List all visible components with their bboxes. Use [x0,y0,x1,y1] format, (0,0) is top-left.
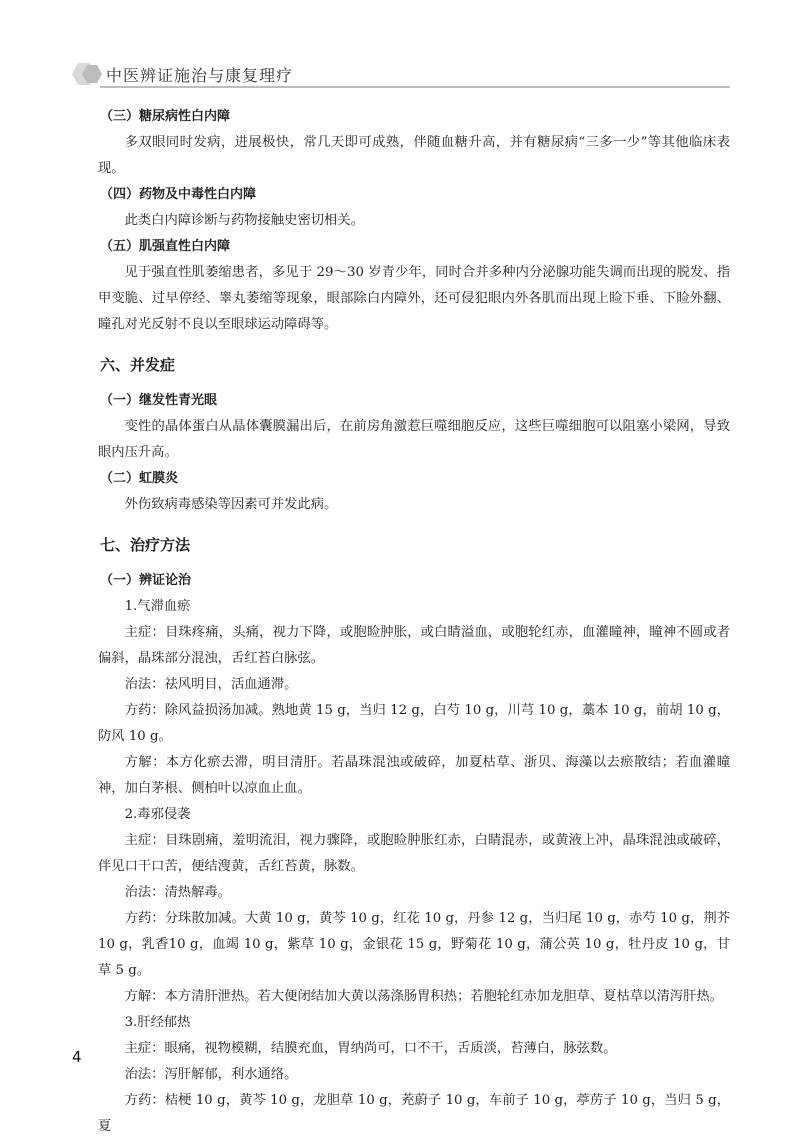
paragraph: 方药：除风益损汤加减。熟地黄 15 g，当归 12 g，白芍 10 g，川芎 10 g，藁本 10 g，前胡 10 g，防风 10 g。 [98,703,730,744]
hexagon-logo-icon [72,62,104,86]
paragraph: 方药：分珠散加减。大黄 10 g，黄芩 10 g，红花 10 g，丹参 12 g，当归尾 10 g，赤芍 10 g，荆芥 10 g，乳香10 g，血竭 10 g，紫草 10 g，金银花 15 g，野菊花 10 g，蒲公英 10 g，牡丹皮 10 g，甘草 5 g。 [98,911,730,978]
paragraph: 方药：桔梗 10 g，黄芩 10 g，龙胆草 10 g，茺蔚子 10 g，车前子 10 g，葶苈子 10 g，当归 5 g，夏 [98,1093,730,1134]
book-title: 中医辨证施治与康复理疗 [106,66,294,85]
paragraph: 方解：本方清肝泄热。若大便闭结加大黄以荡涤肠胃积热；若胞轮红赤加龙胆草、夏枯草以清泻肝热。 [124,989,723,1004]
paragraph: 治法：清热解毒。 [124,885,231,900]
subsection-heading: （一）继发性青光眼 [100,393,218,408]
subsection-heading: （五）肌强直性白内障 [100,239,231,254]
paragraph: 治法：泻肝解郁，利水通络。 [124,1067,298,1082]
page-number: 4 [72,1048,82,1066]
paragraph: 治法：祛风明目，活血通滞。 [124,677,298,692]
subsection-heading: （二）虹膜炎 [100,471,179,486]
paragraph: 变性的晶体蛋白从晶体囊膜漏出后，在前房角激惹巨噬细胞反应，这些巨噬细胞可以阻塞小梁网，导致眼内压升高。 [98,419,730,460]
page-body [98,104,730,1140]
subsection-heading: （四）药物及中毒性白内障 [100,187,257,202]
paragraph: 主症：眼痛，视物模糊，结膜充血，胃纳尚可，口不干，舌质淡，苔薄白，脉弦数。 [124,1041,617,1056]
section-heading: 六、并发症 [100,356,176,374]
paragraph: 方解：本方化瘀去滞，明目清肝。若晶珠混浊或破碎，加夏枯草、浙贝、海藻以去瘀散结；若血灌瞳神，加白茅根、侧柏叶以凉血止血。 [98,755,730,796]
paragraph: 主症：目珠剧痛，羞明流泪，视力骤降，或胞睑肿胀红赤，白睛混赤，或黄液上冲，晶珠混浊或破碎，伴见口干口苦，便结溲黄，舌红苔黄，脉数。 [98,833,730,874]
running-header [72,60,730,88]
subsection-heading: （三）糖尿病性白内障 [100,109,231,124]
header-divider [100,86,730,88]
paragraph: 主症：目珠疼痛，头痛，视力下降，或胞睑肿胀，或白睛溢血，或胞轮红赤，血灌瞳神，瞳神不圆或者偏斜，晶珠部分混浊，舌红苔白脉弦。 [98,625,730,666]
paragraph: 见于强直性肌萎缩患者，多见于 29～30 岁青少年，同时合并多种内分泌腺功能失调而出现的脱发、指甲变脆、过早停经、睾丸萎缩等现象，眼部除白内障外，还可侵犯眼内外各肌而出现上睑下垂、下睑外翻、瞳孔对光反射不良以至眼球运动障碍等。 [98,265,730,332]
section-heading: 七、治疗方法 [100,536,191,554]
paragraph: 外伤致病毒感染等因素可并发此病。 [124,497,338,512]
list-item: 3.肝经郁热 [124,1015,191,1030]
paragraph: 此类白内障诊断与药物接触史密切相关。 [124,213,364,228]
list-item: 2.毒邪侵袭 [124,807,191,822]
subsection-heading: （一）辨证论治 [100,573,192,588]
list-item: 1.气滞血瘀 [124,599,191,614]
paragraph: 多双眼同时发病，进展极快，常几天即可成熟，伴随血糖升高，并有糖尿病“三多一少”等其他临床表现。 [98,135,730,176]
